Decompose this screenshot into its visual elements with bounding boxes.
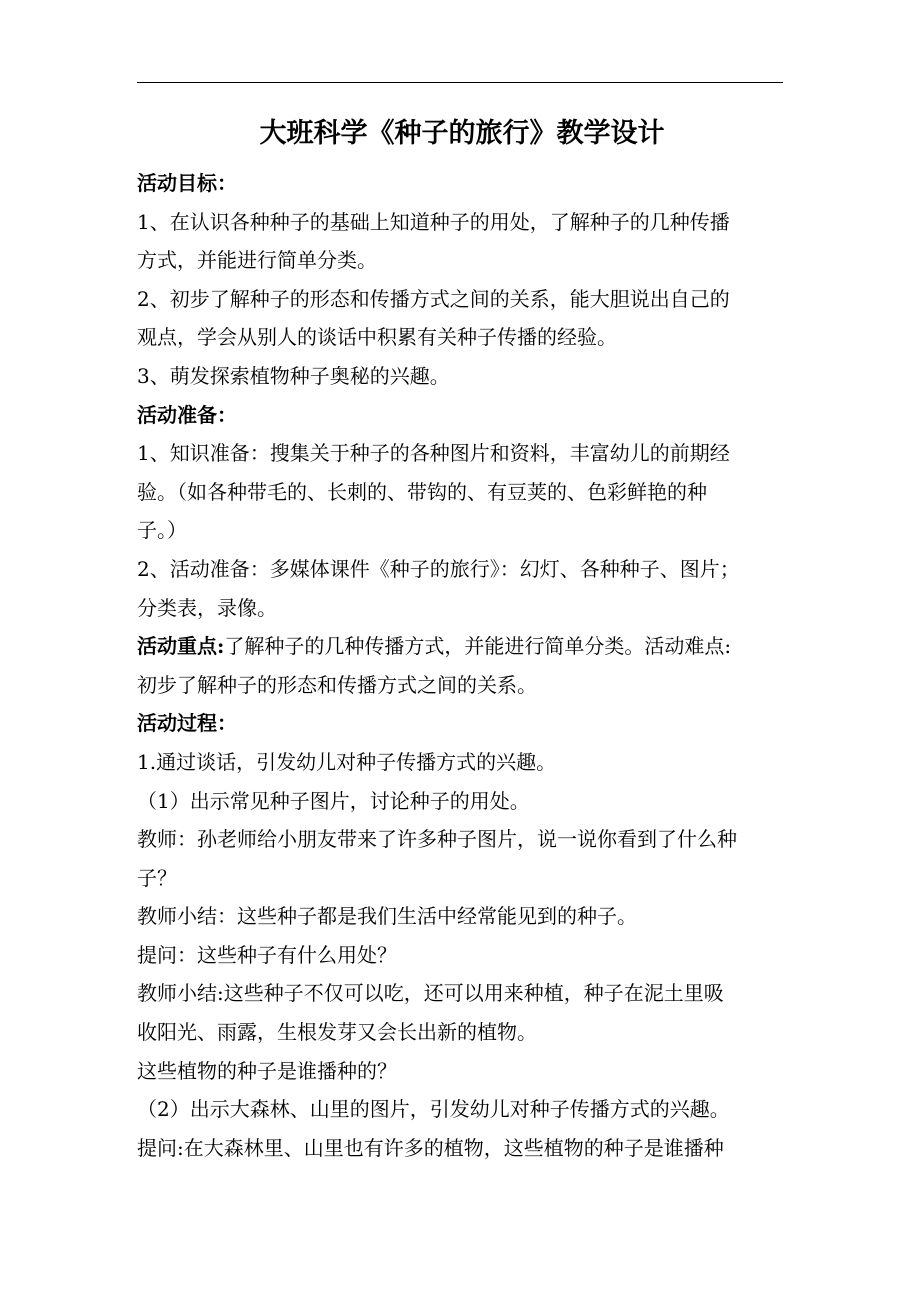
paragraph-line: 观点，学会从别人的谈话中积累有关种子传播的经验。 (137, 325, 617, 350)
paragraph-line: 3、萌发探索植物种子奥秘的兴趣。 (137, 363, 450, 388)
paragraph-line: 验。（如各种带毛的、长刺的、带钩的、有豆荚的、色彩鲜艳的种 (137, 479, 707, 504)
paragraph-line: 提问:在大森林里、山里也有许多的植物，这些植物的种子是谁播种 (137, 1135, 724, 1160)
header-rule (137, 82, 783, 83)
paragraph-line: 提问：这些种子有什么用处？ (137, 942, 397, 967)
section-heading: 活动目标： (137, 171, 237, 195)
paragraph-line (137, 627, 787, 666)
paragraph-line: （2）出示大森林、山里的图片，引发幼儿对种子传播方式的兴趣。 (137, 1097, 730, 1122)
paragraph-line: 2、活动准备：多媒体课件《种子的旅行》：幻灯、各种种子、图片； (137, 556, 740, 581)
section-heading: 活动准备： (137, 402, 237, 427)
document-title: 大班科学《种子的旅行》教学设计 (259, 118, 665, 149)
paragraph-line: 1、知识准备：搜集关于种子的各种图片和资料，丰富幼儿的前期经 (137, 441, 730, 466)
paragraph-line: 1.通过谈话，引发幼儿对种子传播方式的兴趣。 (137, 749, 557, 774)
paragraph-line: 教师：孙老师给小朋友带来了许多种子图片，说一说你看到了什么种 (137, 827, 737, 852)
paragraph-line: 子？ (137, 865, 177, 890)
paragraph-line: 子。） (137, 518, 187, 543)
document-body (137, 108, 787, 1167)
paragraph-line: 2、初步了解种子的形态和传播方式之间的关系，能大胆说出自己的 (137, 286, 730, 311)
paragraph-text: 了解种子的几种传播方式，并能进行简单分类。活动难点: (224, 634, 732, 659)
document-lines (137, 164, 787, 1167)
paragraph-line: 教师小结:这些种子不仅可以吃，还可以用来种植，种子在泥土里吸 (137, 981, 724, 1006)
paragraph-line: 分类表，录像。 (137, 595, 277, 620)
paragraph-line: 方式，并能进行简单分类。 (137, 248, 377, 273)
inline-heading: 活动重点: (137, 634, 225, 659)
paragraph-line: 这些植物的种子是谁播种的？ (137, 1058, 397, 1083)
paragraph-line: （1）出示常见种子图片，讨论种子的用处。 (137, 788, 530, 813)
paragraph-line: 初步了解种子的形态和传播方式之间的关系。 (137, 672, 537, 697)
paragraph-line: 1、在认识各种种子的基础上知道种子的用处，了解种子的几种传播 (137, 209, 730, 234)
section-heading: 活动过程： (137, 711, 237, 736)
paragraph-line: 收阳光、雨露，生根发芽又会长出新的植物。 (137, 1020, 537, 1045)
paragraph-line: 教师小结：这些种子都是我们生活中经常能见到的种子。 (137, 904, 637, 929)
